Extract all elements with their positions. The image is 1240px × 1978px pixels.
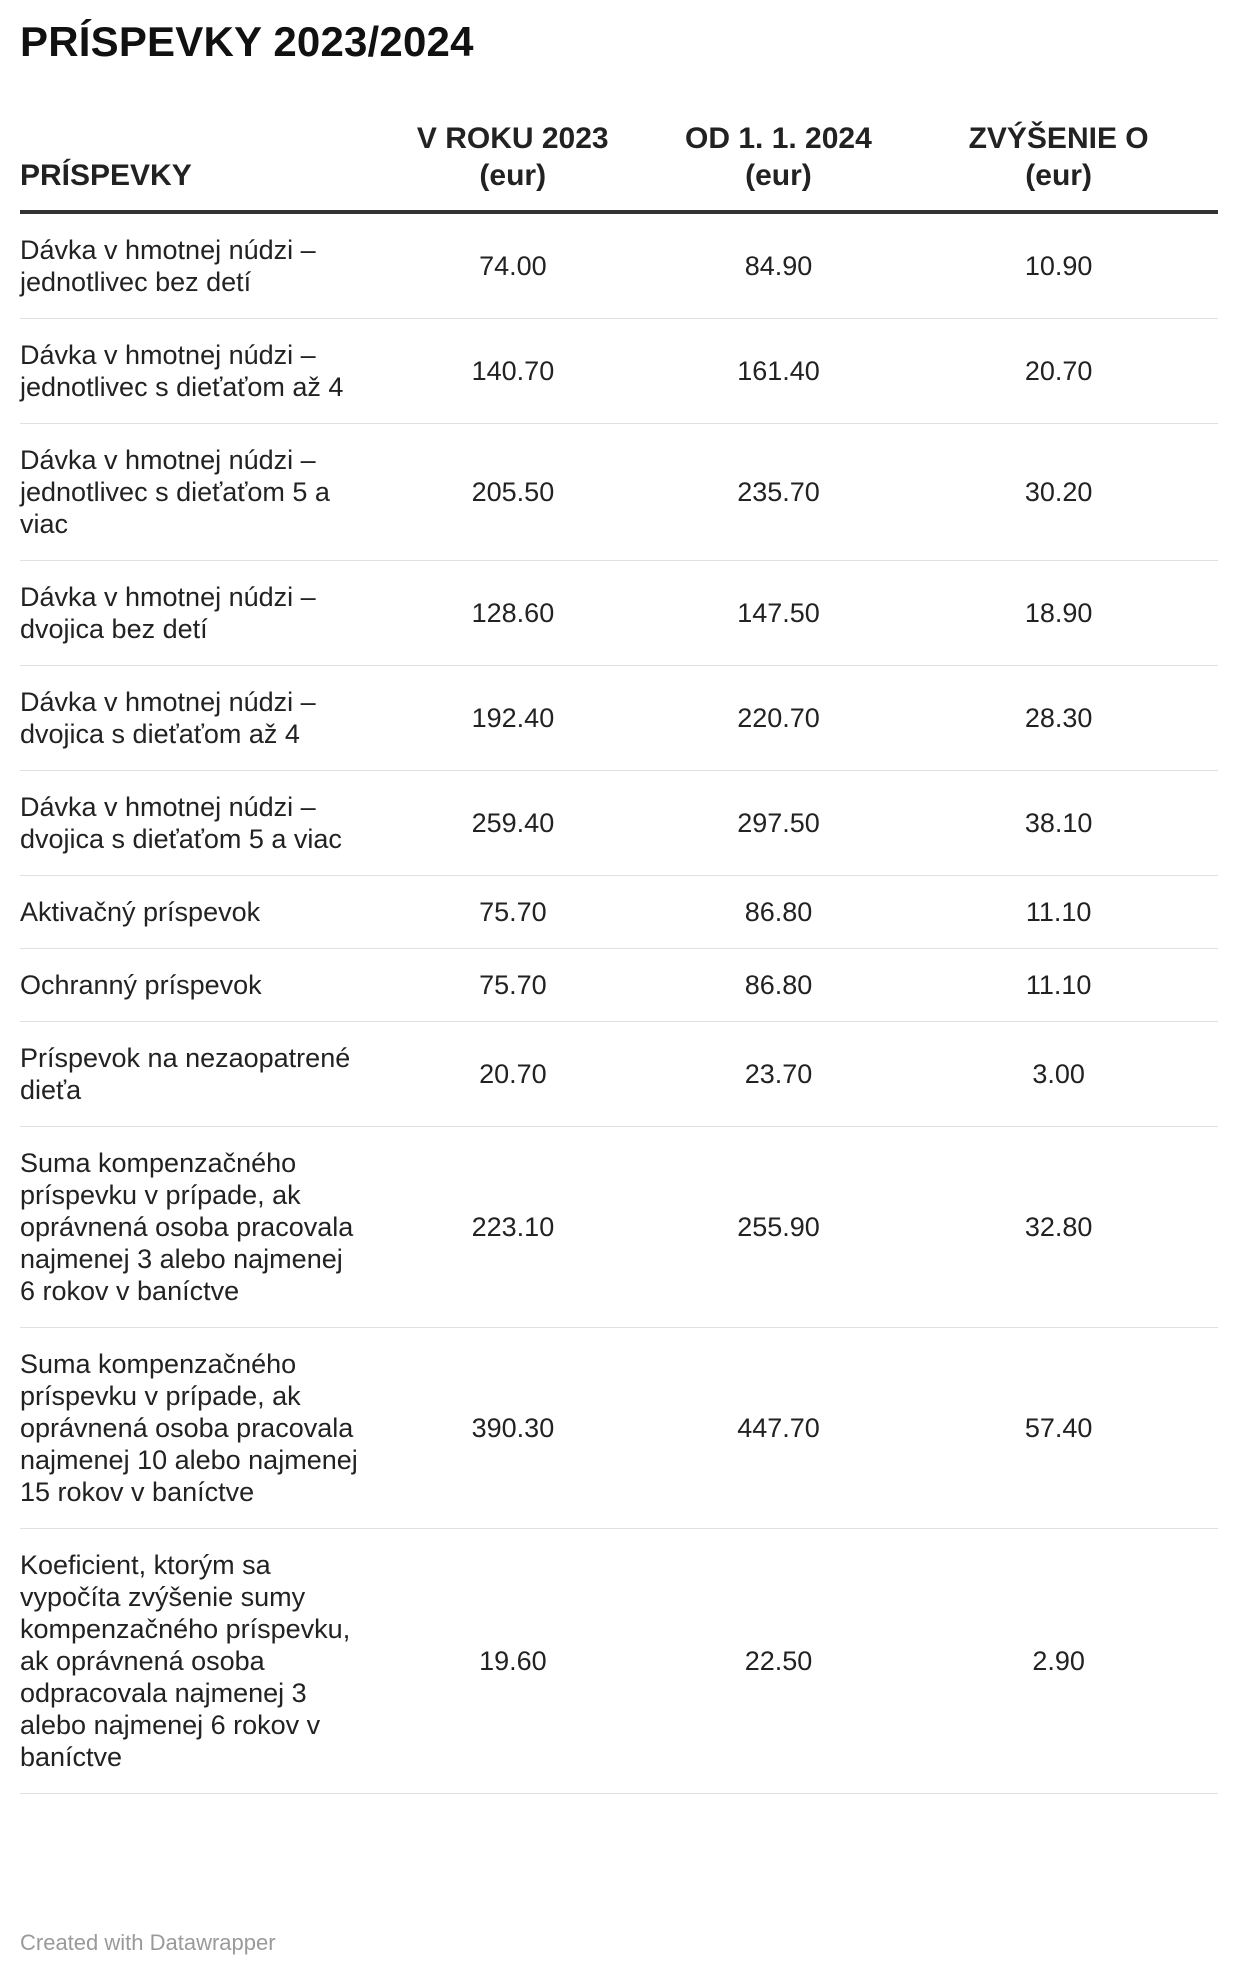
header-2023-line1: V ROKU 2023: [416, 122, 609, 155]
table-row: [20, 424, 1218, 561]
cell-2024: 23.70: [744, 1059, 813, 1089]
cell-2024: 161.40: [737, 356, 820, 386]
header-2023: [368, 120, 658, 194]
header-increase-line1: ZVÝŠENIE O: [968, 122, 1149, 155]
cell-2023: 20.70: [479, 1059, 547, 1089]
header-2024-line1: OD 1. 1. 2024: [685, 122, 872, 155]
table-row: [20, 771, 1218, 876]
row-label: Dávka v hmotnej núdzi – dvojica s dieťaťom až 4: [20, 687, 316, 749]
header-label: [20, 157, 368, 194]
row-label: Ochranný príspevok: [20, 970, 262, 1000]
table-row: [20, 214, 1218, 319]
table-header: [20, 120, 1218, 214]
table-row: [20, 666, 1218, 771]
cell-2024: 84.90: [744, 251, 813, 281]
cell-2023: 192.40: [471, 703, 555, 733]
header-label-text: PRÍSPEVKY: [20, 159, 192, 192]
cell-increase: 3.00: [1032, 1059, 1085, 1089]
cell-2023: 128.60: [471, 598, 555, 628]
cell-increase: 38.10: [1024, 808, 1093, 838]
footer-credit: Created with Datawrapper: [20, 1930, 276, 1955]
row-label: Dávka v hmotnej núdzi – jednotlivec s dieťaťom 5 a viac: [20, 445, 330, 539]
row-label: Dávka v hmotnej núdzi – jednotlivec s dieťaťom až 4: [20, 340, 344, 402]
cell-2023: 19.60: [479, 1646, 547, 1676]
cell-2024: 22.50: [744, 1646, 813, 1676]
header-increase: [899, 120, 1218, 194]
cell-2023: 75.70: [479, 970, 547, 1000]
row-label: Príspevok na nezaopatrené dieťa: [20, 1043, 351, 1105]
cell-2024: 447.70: [737, 1413, 820, 1443]
table-row: [20, 876, 1218, 949]
header-2024: [658, 120, 900, 194]
cell-2023: 140.70: [471, 356, 555, 386]
row-label: Aktivačný príspevok: [20, 897, 261, 927]
chart-title: PRÍSPEVKY 2023/2024: [20, 18, 474, 65]
row-label: Koeficient, ktorým sa vypočíta zvýšenie sumy kompenzačného príspevku, ak oprávnená osoba odpracovala najmenej 3 alebo najmenej 6 rokov v baníctve: [20, 1550, 351, 1772]
cell-increase: 32.80: [1024, 1212, 1093, 1242]
cell-2024: 86.80: [744, 897, 813, 927]
table-row: [20, 1022, 1218, 1127]
row-label: Dávka v hmotnej núdzi – dvojica bez detí: [20, 582, 316, 644]
cell-2024: 147.50: [737, 598, 820, 628]
header-2023-line2: (eur): [479, 159, 547, 192]
cell-increase: 28.30: [1024, 703, 1093, 733]
table-row: [20, 561, 1218, 666]
table-row: [20, 1529, 1218, 1794]
row-label: Dávka v hmotnej núdzi – dvojica s dieťaťom 5 a viac: [20, 792, 342, 854]
cell-2024: 255.90: [737, 1212, 820, 1242]
row-label: Dávka v hmotnej núdzi – jednotlivec bez detí: [20, 235, 316, 297]
cell-increase: 11.10: [1025, 970, 1092, 1000]
table-row: [20, 1328, 1218, 1529]
cell-2023: 259.40: [471, 808, 555, 838]
cell-2024: 220.70: [737, 703, 820, 733]
cell-increase: 2.90: [1032, 1646, 1085, 1676]
cell-2023: 390.30: [471, 1413, 555, 1443]
cell-2023: 74.00: [479, 251, 547, 281]
cell-2023: 223.10: [471, 1212, 555, 1242]
cell-2024: 297.50: [737, 808, 820, 838]
table-body: [20, 214, 1218, 1794]
cell-increase: 18.90: [1024, 598, 1093, 628]
cell-2024: 86.80: [744, 970, 813, 1000]
cell-2024: 235.70: [737, 477, 820, 507]
row-label: Suma kompenzačného príspevku v prípade, ak oprávnená osoba pracovala najmenej 3 alebo najmenej 6 rokov v baníctve: [20, 1148, 354, 1306]
table-row: [20, 949, 1218, 1022]
table-row: [20, 319, 1218, 424]
cell-2023: 75.70: [479, 897, 547, 927]
cell-increase: 57.40: [1024, 1413, 1093, 1443]
cell-increase: 20.70: [1024, 356, 1093, 386]
header-increase-line2: (eur): [1025, 159, 1092, 192]
row-label: Suma kompenzačného príspevku v prípade, ak oprávnená osoba pracovala najmenej 10 alebo najmenej 15 rokov v baníctve: [20, 1349, 358, 1507]
cell-2023: 205.50: [471, 477, 555, 507]
cell-increase: 10.90: [1024, 251, 1093, 281]
table-row: [20, 1127, 1218, 1328]
cell-increase: 30.20: [1024, 477, 1093, 507]
data-table: [20, 120, 1218, 1794]
cell-increase: 11.10: [1025, 897, 1092, 927]
header-2024-line2: (eur): [745, 159, 812, 192]
